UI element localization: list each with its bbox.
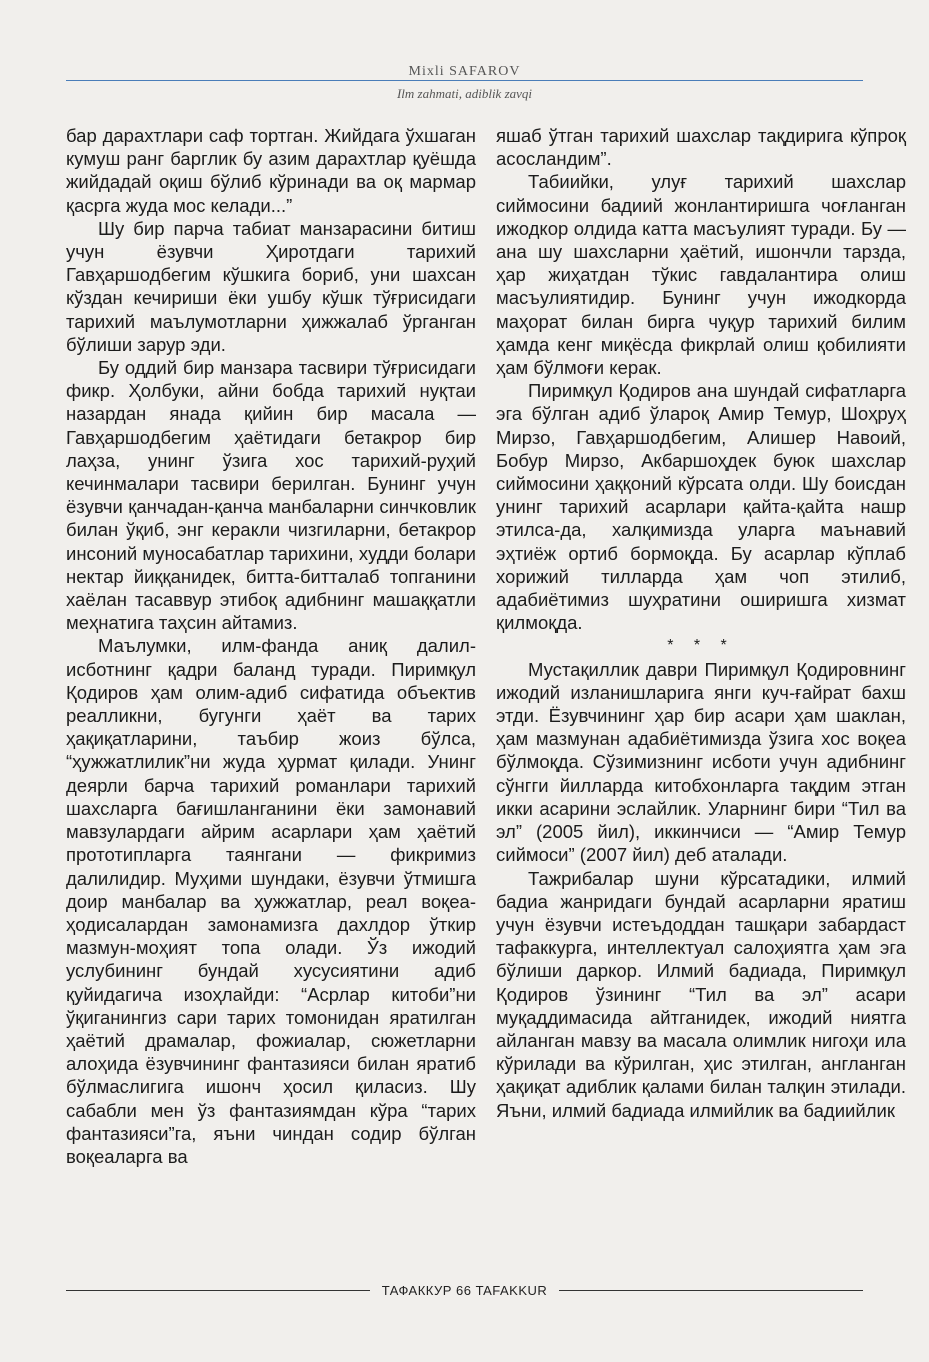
left-column — [66, 124, 476, 1168]
paragraph: бар дарахтлари саф тортган. Жийдага ўхшаган кумуш ранг барглик бу азим дарахтлар қуёшда жийдадай оқиш бўлиб кўринади ва оқ мармар қасрга жуда мос келади...” — [66, 125, 476, 216]
header-rule — [66, 80, 863, 81]
footer-rule-right — [559, 1290, 863, 1291]
paragraph: Мустақиллик даври Пиримқул Қодировнинг ижодий изланишларига янги куч-ғайрат бахш этди. Ёзувчининг ҳар бир асари ҳам шаклан, ҳам мазмунан адабиётимизда ўзига хос воқеа бўлмоқда. Сўзимизнинг исботи учун адибнинг сўнгги йилларда китобхонларга тақдим этган икки асарини эслайлик. Уларнинг бири “Тил ва эл” (2005 йил), иккинчиси — “Амир Темур сиймоси” (2007 йил) деб аталади. — [496, 658, 906, 866]
paragraph: Пиримқул Қодиров ана шундай сифатларга эга бўлган адиб ўлароқ Амир Темур, Шоҳруҳ Мирзо, Гавҳаршодбегим, Алишер Навоий, Бобур Мирзо, Акбаршоҳдек буюк шахслар сиймосини ҳаққоний кўрсата олди. Шу боисдан унинг тарихий асарлари қайта-қайта нашр этилса-да, халқимизда уларга маънавий эҳтиёж ортиб бормоқда. Бу асарлар кўплаб хорижий тилларда ҳам чоп этилиб, адабиётимиз шуҳратини оширишга хизмат қилмоқда. — [496, 380, 906, 634]
paragraph: Бу оддий бир манзара тасвири тўғрисидаги фикр. Ҳолбуки, айни бобда тарихий нуқтаи назардан янада қийин бир масала — Гавҳаршодбегим ҳаётидаги бетакрор бир лаҳза, унинг ўзига хос тарихий-руҳий кечинмалари тасвири берилган. Бунинг учун ёзувчи қанчадан-қанча манбаларни синчковлик билан ўқиб, энг керакли чизгиларни, бетакрор инсоний муносабатлар тарихини, худди болари нектар йиққанидек, битта-битталаб топганини хаёлан тасаввур этибоқ адибнинг машаққатли меҳнатига таҳсин айтамиз. — [66, 357, 476, 634]
header-author: Mixli SAFAROV — [408, 64, 521, 79]
section-break: * * * — [667, 637, 735, 655]
footer-label: ТАФАККУР 66 TAFAKKUR — [381, 1282, 548, 1298]
page-footer — [66, 1278, 863, 1302]
header-subtitle: Ilm zahmati, adiblik zavqi — [396, 86, 533, 101]
paragraph: яшаб ўтган тарихий шахслар тақдирига кўпроқ асосландим”. — [496, 125, 906, 170]
paragraph: Маълумки, илм-фанда аниқ далил-исботнинг қадри баланд туради. Пиримқул Қодиров ҳам олим-адиб сифатида объектив реалликни, бугунги ҳаёт ва тарих ҳақиқатларини, таъбир жоиз бўлса, “ҳужжатлилик”ни жуда ҳурмат қилади. Унинг деярли барча тарихий романлари тарихий шахсларга бағишланганини ёки замонавий мавзулардаги айрим асарлари ҳам ҳаётий прототипларга таянгани — фикримиз далилидир. Муҳими шундаки, ёзувчи ўтмишга доир манбалар ва ҳужжатлар, реал воқеа-ҳодисалардан замонамизга дахлдор ўткир мазмун-моҳият топа олади. Ўз ижодий услубининг бундай хусусиятини адиб қуйидагича изоҳлайди: “Асрлар китоби”ни ўқиганингиз сари тарих томонидан яратилган ҳаётий драмалар, фожиалар, сюжетларни алоҳида ёзувчининг фантазияси билан яратиб бўлмаслигига ишонч ҳосил қиласиз. Шу сабабли мен ўз фантазиямдан кўра “тарих фантазияси”га, яъни чиндан содир бўлган воқеаларга ва — [66, 635, 476, 1167]
footer-rule-left — [66, 1290, 370, 1291]
paragraph: Табиийки, улуғ тарихий шахслар сиймосини бадиий жонлантиришга чоғланган ижодкор олдида катта масъулият туради. Бу — ана шу шахсларни ҳаётий, ишончли тарзда, ҳар жиҳатдан тўкис гавдалантира олиш масъулиятидир. Бунинг учун ижодкорда маҳорат билан бирга чуқур тарихий билим ҳамда кенг миқёсда фикрлай олиш қобилияти ҳам бўлмоғи керак. — [496, 171, 906, 379]
right-column — [496, 124, 906, 1122]
paragraph: Тажрибалар шуни кўрсатадики, илмий бадиа жанридаги бундай асарларни яратиш учун ёзувчи истеъдоддан ташқари забардаст тафаккурга, интеллектуал салоҳиятга ҳам эга бўлиши даркор. Илмий бадиада, Пиримқул Қодиров ўзининг “Тил ва эл” асари муқаддимасида айтганидек, ижодий ниятга айланган мавзу ва масала олимлик нигоҳи ила кўрилади ва кўрилган, ҳис этилган, англанган ҳақиқат адиблик қалами билан талқин этилади. Яъни, илмий бадиада илмийлик ва бадиийлик — [496, 867, 906, 1121]
paragraph: Шу бир парча табиат манзарасини битиш учун ёзувчи Ҳиротдаги тарихий Гавҳаршодбегим кўшкига бориб, уни шахсан кўздан кечириши ёки ушбу кўшк тўғрисидаги тарихий маълумотларни ҳижжалаб ўрганган бўлиши зарур эди. — [66, 217, 476, 355]
running-header — [66, 62, 863, 101]
